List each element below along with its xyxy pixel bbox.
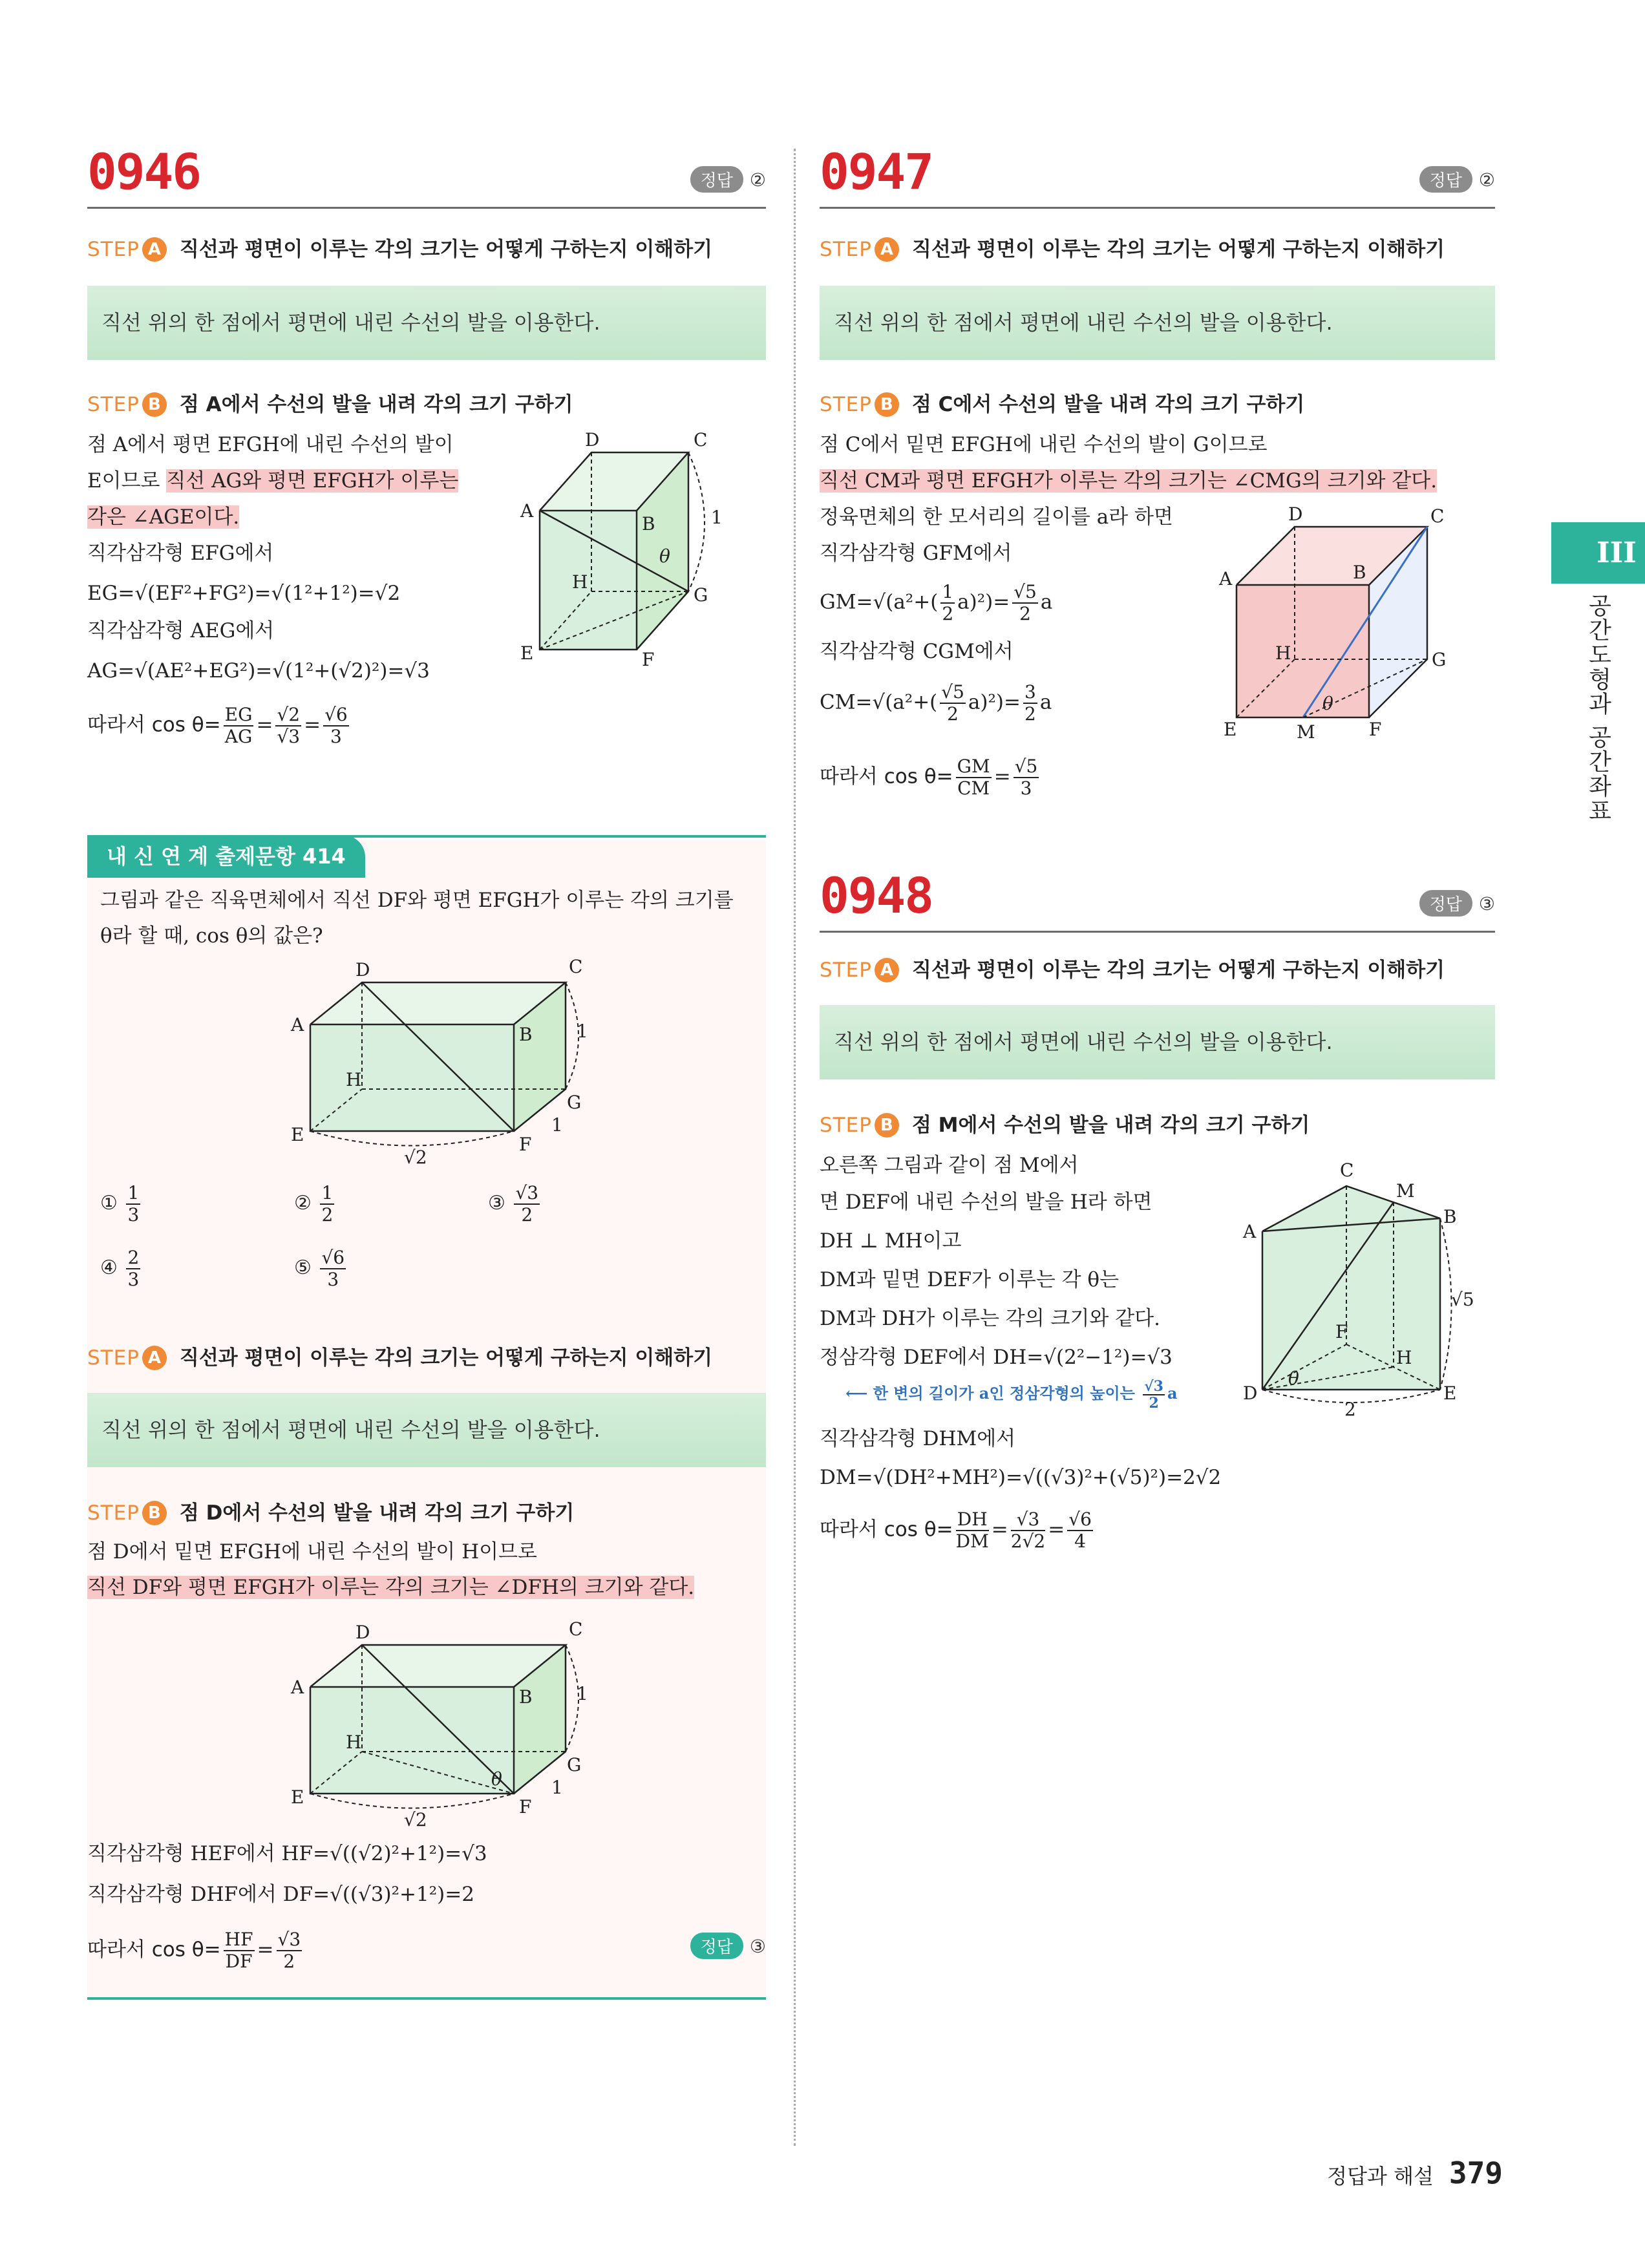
text-line: 오른쪽 그림과 같이 점 M에서 [820, 1154, 1079, 1177]
step-b-heading: STEP B 점 M에서 수선의 발을 내려 각의 크기 구하기 [820, 1114, 1310, 1137]
equation: DM=√(DH²+MH²)=√((√3)²+(√5)²)=2√2 [820, 1466, 1222, 1489]
svg-text:G: G [1432, 649, 1447, 670]
svg-text:M: M [1297, 721, 1315, 743]
svg-text:F: F [1369, 719, 1382, 740]
equation-cos: 따라서 cos θ= $\frac{EG}{AG}$ = $\frac{√2}{√3}$ = $\frac{√6}{3}$ [87, 704, 348, 747]
linked-answer: 정답 ③ [690, 1933, 766, 1959]
tip-box: 직선 위의 한 점에서 평면에 내린 수선의 발을 이용한다. [820, 1005, 1495, 1079]
text-line: 직각삼각형 CGM에서 [820, 640, 1014, 663]
svg-text:E: E [291, 1124, 304, 1145]
svg-text:1: 1 [577, 1683, 588, 1704]
svg-text:F: F [519, 1134, 532, 1155]
step-b-heading: STEP B 점 D에서 수선의 발을 내려 각의 크기 구하기 [87, 1501, 575, 1525]
svg-text:√5: √5 [1451, 1289, 1474, 1310]
step-b-heading: STEP B 점 C에서 수선의 발을 내려 각의 크기 구하기 [820, 393, 1305, 416]
choice-3[interactable]: ③ $\frac{√3}{2}$ [488, 1182, 539, 1225]
text-line: 직각삼각형 GFM에서 [820, 542, 1012, 565]
equation: EG=√(EF²+FG²)=√(1²+1²)=√2 [87, 582, 401, 605]
svg-text:C: C [1340, 1160, 1354, 1181]
svg-text:H: H [346, 1069, 362, 1090]
equation-cos: 따라서 cos θ= $\frac{HF}{DF}$ = $\frac{√3}{2}$ [87, 1929, 301, 1972]
svg-text:2: 2 [1344, 1399, 1356, 1420]
svg-text:A: A [291, 1677, 304, 1698]
svg-text:√2: √2 [404, 1147, 427, 1168]
svg-text:θ: θ [491, 1768, 502, 1790]
cuboid-figure-question [275, 953, 588, 1168]
choice-5[interactable]: ⑤ $\frac{√6}{3}$ [294, 1247, 345, 1290]
step-a-heading: STEP A 직선과 평면이 이루는 각의 크기는 어떻게 구하는지 이해하기 [820, 238, 1445, 261]
text-line: 각은 ∠AGE이다. [87, 505, 240, 529]
svg-text:F: F [519, 1796, 532, 1818]
tip-box: 직선 위의 한 점에서 평면에 내린 수선의 발을 이용한다. [87, 286, 766, 360]
svg-text:A: A [291, 1014, 304, 1035]
choice-2[interactable]: ② $\frac{1}{2}$ [294, 1182, 334, 1225]
linked-bottom-bar [87, 1997, 766, 2000]
svg-text:B: B [642, 513, 655, 535]
choice-4[interactable]: ④ $\frac{2}{3}$ [100, 1247, 140, 1290]
answer-badge: 정답 ② [690, 166, 766, 193]
svg-text:H: H [1275, 642, 1291, 664]
svg-text:θ: θ [1288, 1368, 1299, 1389]
problem-0947-header [820, 142, 1495, 209]
svg-text:B: B [1353, 562, 1366, 583]
svg-text:E: E [1224, 719, 1237, 740]
choice-1[interactable]: ① $\frac{1}{3}$ [100, 1182, 140, 1225]
cube-figure-0946 [488, 427, 824, 685]
problem-number: 0947 [820, 143, 933, 200]
equation-cos: 따라서 cos θ= $\frac{GM}{CM}$ = $\frac{√5}{3}$ [820, 756, 1038, 799]
equation-cos: 따라서 cos θ= $\frac{DH}{DM}$ = $\frac{√3}{2√2}$ = $\frac{√6}{4}$ [820, 1509, 1092, 1552]
text-line: 직각삼각형 DHM에서 [820, 1427, 1016, 1450]
text-line: 정육면체의 한 모서리의 길이를 a라 하면 [820, 505, 1173, 529]
svg-text:D: D [356, 1622, 370, 1643]
label-D: D [585, 429, 600, 450]
linked-problem-tag: 내 신 연 계 출제문항 414 [87, 835, 365, 878]
problem-0946-header [87, 142, 766, 209]
step-a-heading: STEP A 직선과 평면이 이루는 각의 크기는 어떻게 구하는지 이해하기 [87, 238, 713, 261]
equation: CM=√(a²+( $\frac{√5}{2}$ a)²)= $\frac{3}{2}$ a [820, 681, 1052, 725]
equation: 직각삼각형 HEF에서 HF=√((√2)²+1²)=√3 [87, 1842, 487, 1865]
equation: GM=√(a²+( $\frac{1}{2}$ a)²)= $\frac{√5}{2}$ a [820, 581, 1053, 624]
svg-text:A: A [520, 500, 534, 522]
equation: AG=√(AE²+EG²)=√(1²+(√2)²)=√3 [87, 659, 430, 683]
text-line: DM과 밑면 DEF가 이루는 각 θ는 [820, 1268, 1120, 1291]
svg-text:G: G [694, 584, 708, 606]
svg-text:D: D [1243, 1383, 1258, 1404]
svg-text:F: F [1335, 1321, 1348, 1342]
page-number: 379 [1449, 2156, 1503, 2190]
svg-text:C: C [1430, 505, 1445, 527]
svg-text:θ: θ [659, 546, 670, 567]
problem-number: 0948 [820, 867, 933, 924]
text-line: 직선 CM과 평면 EFGH가 이루는 각의 크기는 ∠CMG의 크기와 같다. [820, 469, 1438, 493]
svg-text:E: E [1443, 1383, 1457, 1404]
problem-number: 0946 [87, 143, 201, 200]
text-line: E이므로 직선 AG와 평면 EFGH가 이루는 [87, 469, 459, 493]
page-footer: 정답과 해설 379 [1327, 2156, 1503, 2190]
prism-figure-0948 [1233, 1150, 1505, 1422]
text-line: 점 A에서 평면 EFGH에 내린 수선의 발이 [87, 433, 454, 456]
text-line: 면 DEF에 내린 수선의 발을 H라 하면 [820, 1191, 1152, 1214]
text-line: 직각삼각형 AEG에서 [87, 619, 275, 642]
svg-text:G: G [567, 1754, 582, 1775]
chapter-tab-number: III [1597, 536, 1637, 569]
svg-text:F: F [642, 649, 655, 670]
equation: 직각삼각형 DHF에서 DF=√((√3)²+1²)=2 [87, 1883, 474, 1906]
step-b-heading: STEP B 점 A에서 수선의 발을 내려 각의 크기 구하기 [87, 393, 573, 416]
svg-text:D: D [356, 959, 370, 980]
svg-text:A: A [1219, 568, 1233, 589]
step-a-heading: STEP A 직선과 평면이 이루는 각의 크기는 어떻게 구하는지 이해하기 [820, 959, 1445, 982]
cuboid-figure-solution [275, 1616, 588, 1830]
question-line: θ라 할 때, cos θ의 값은? [100, 924, 323, 948]
step-a-heading: STEP A 직선과 평면이 이루는 각의 크기는 어떻게 구하는지 이해하기 [87, 1346, 713, 1370]
chapter-title: 공간도형과 공간좌표 [1585, 593, 1611, 823]
svg-text:G: G [567, 1092, 582, 1113]
svg-text:1: 1 [551, 1114, 563, 1136]
svg-text:E: E [520, 642, 534, 664]
text-line: DH ⊥ MH이고 [820, 1229, 962, 1253]
svg-text:C: C [569, 1618, 583, 1640]
svg-text:E: E [291, 1786, 304, 1808]
svg-text:√2: √2 [404, 1809, 427, 1830]
text-line: 점 C에서 밑면 EFGH에 내린 수선의 발이 G이므로 [820, 433, 1268, 456]
answer-badge: 정답 ③ [1419, 890, 1495, 917]
svg-text:H: H [572, 571, 588, 593]
text-line: 직선 DF와 평면 EFGH가 이루는 각의 크기는 ∠DFH의 크기와 같다. [87, 1576, 695, 1599]
problem-0948-header [820, 866, 1495, 933]
svg-text:C: C [569, 956, 583, 977]
text-line: DM과 DH가 이루는 각의 크기와 같다. [820, 1307, 1160, 1330]
tip-box: 직선 위의 한 점에서 평면에 내린 수선의 발을 이용한다. [87, 1393, 766, 1467]
equation: 정삼각형 DEF에서 DH=√(2²−1²)=√3 [820, 1346, 1173, 1369]
svg-text:B: B [519, 1686, 533, 1708]
svg-text:H: H [1396, 1347, 1412, 1368]
svg-text:B: B [1443, 1206, 1457, 1227]
question-line: 그림과 같은 직육면체에서 직선 DF와 평면 EFGH가 이루는 각의 크기를 [100, 889, 734, 912]
tip-box: 직선 위의 한 점에서 평면에 내린 수선의 발을 이용한다. [820, 286, 1495, 360]
svg-text:D: D [1288, 503, 1303, 525]
svg-text:1: 1 [711, 507, 723, 528]
svg-text:θ: θ [1322, 693, 1333, 714]
svg-text:B: B [519, 1024, 533, 1045]
svg-text:1: 1 [577, 1021, 588, 1042]
answer-badge: 정답 ② [1419, 166, 1495, 193]
text-line: 점 D에서 밑면 EFGH에 내린 수선의 발이 H이므로 [87, 1540, 537, 1563]
svg-text:1: 1 [551, 1777, 563, 1798]
svg-text:H: H [346, 1732, 362, 1753]
svg-text:C: C [694, 429, 708, 450]
text-line: 직각삼각형 EFG에서 [87, 542, 274, 565]
svg-text:M: M [1396, 1180, 1415, 1202]
cube-figure-0947 [1207, 504, 1492, 743]
svg-text:A: A [1243, 1221, 1257, 1242]
note-line: ⟵ 한 변의 길이가 a인 정삼각형의 높이는 $\frac{√3}{2}$ a [845, 1377, 1178, 1412]
